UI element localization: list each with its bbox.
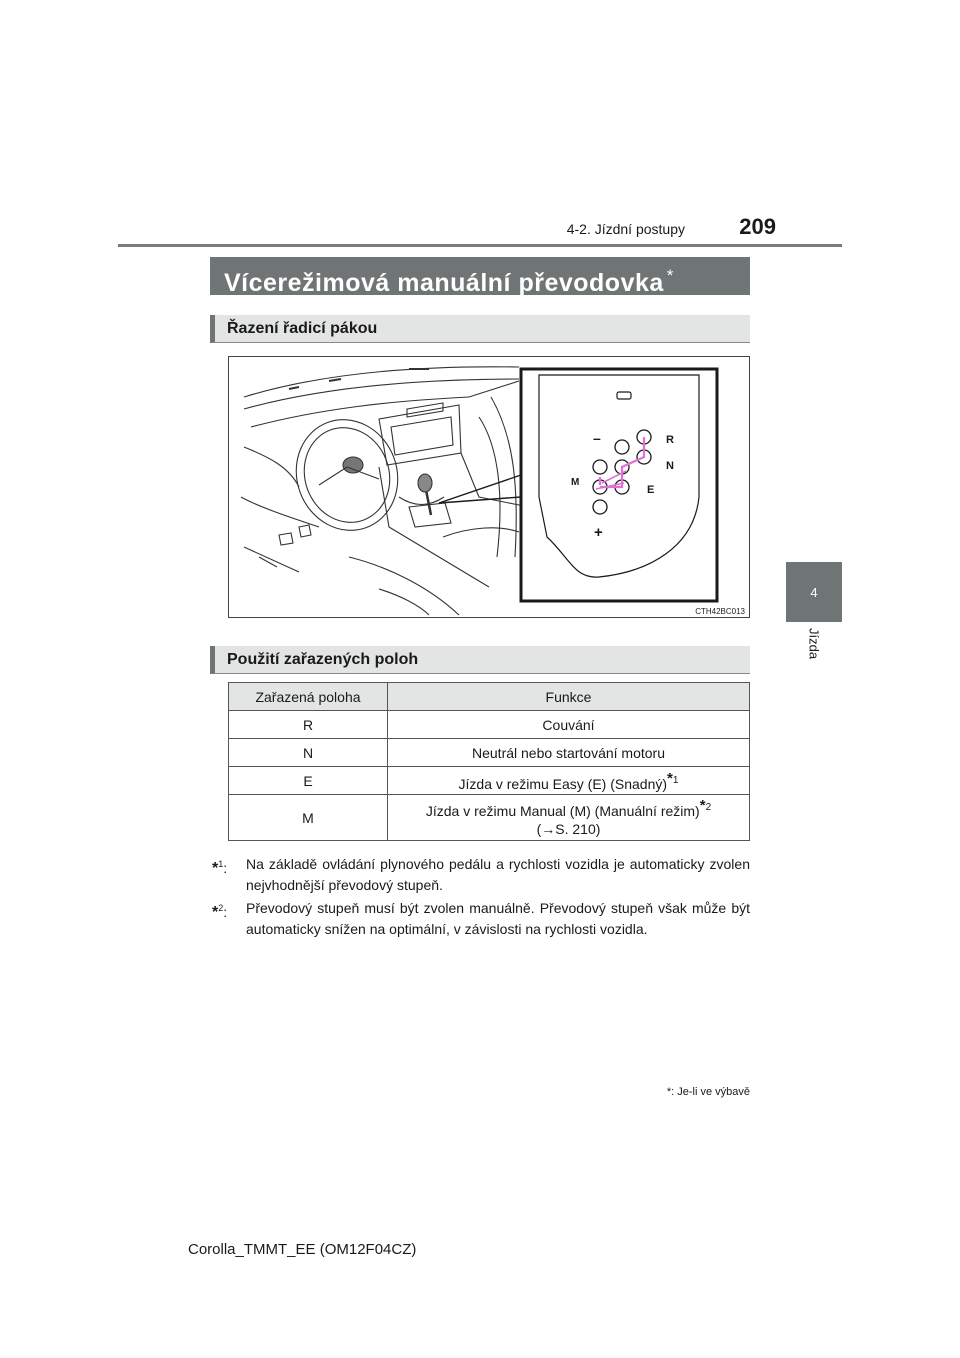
shift-lever-figure: [228, 356, 750, 618]
table-cell-gear: M: [229, 795, 388, 841]
table-cell-gear: N: [229, 739, 388, 767]
callout-lines: [439, 475, 521, 503]
section-heading-positions: Použití zařazených poloh: [210, 646, 750, 674]
chapter-tab[interactable]: [786, 562, 842, 622]
footnote-2: *$^2$: Převodový stupeň musí být zvolen manuálně. Převodový stupeň však může být automaticky snížen na optimální, v závislosti na rychlosti vozidla.: [212, 898, 750, 940]
car-interior-drawing: [241, 367, 529, 615]
equipment-footnote-text: : Je-li ve výbavě: [671, 1086, 750, 1098]
footnote-1-text: Na základě ovládání plynového pedálu a rychlosti vozidla je automaticky zvolen nejvhodnější převodový stupeň.: [246, 856, 750, 893]
table-cell-function: Neutrál nebo startování motoru: [388, 739, 750, 767]
document-footer: Corolla_TMMT_EE (OM12F04CZ): [188, 1241, 417, 1258]
footnote-ref: *2: [699, 797, 712, 814]
header-section: 4-2. Jízdní postupy: [566, 221, 685, 237]
shift-gate-inset: [521, 369, 717, 601]
table-row: [229, 711, 750, 739]
shift-lever-illustration: [229, 357, 749, 617]
footnote-1: *$^1$: Na základě ovládání plynového pedálu a rychlosti vozidla je automaticky zvolen nejvhodnější převodový stupeň.: [212, 854, 750, 896]
gate-label-N: N: [666, 460, 674, 472]
header-rule: [118, 244, 842, 247]
chapter-label: Jízda: [806, 628, 822, 660]
table-header-gear: Zařazená poloha: [229, 683, 388, 711]
table-cell-gear: R: [229, 711, 388, 739]
page-title: [210, 257, 750, 295]
equipment-star: *: [666, 1086, 672, 1098]
footnote-ref: *1: [667, 769, 679, 787]
table-cell-function: Couvání: [388, 711, 750, 739]
gate-label-plus: +: [594, 524, 603, 541]
table-cell-function: [388, 767, 750, 795]
gate-label-minus: –: [593, 430, 601, 446]
table-header-function: Funkce: [388, 683, 750, 711]
section-heading-shifting: Řazení řadicí pákou: [210, 315, 750, 343]
footnote-2-text: Převodový stupeň musí být zvolen manuálně. Převodový stupeň však může být automaticky snížen na optimální, v závislosti na rychlosti vozidla.: [246, 900, 750, 937]
table-cell-function: [388, 795, 750, 841]
table-header-row: [229, 683, 750, 711]
equipment-footnote: [560, 1086, 750, 1098]
table-cell-gear: E: [229, 767, 388, 795]
gate-label-M: M: [571, 477, 580, 488]
gate-label-E: E: [647, 484, 655, 496]
figure-code: CTH42BC013: [695, 607, 745, 616]
table-row: [229, 767, 750, 795]
table-row: [229, 795, 750, 841]
chapter-number: 4: [810, 584, 818, 600]
table-row: [229, 739, 750, 767]
table-cell-function-text: Jízda v režimu Easy (E) (Snadný): [458, 775, 668, 792]
table-cell-function-text: Jízda v režimu Manual (M) (Manuální režim): [425, 803, 700, 819]
gear-positions-table: [228, 682, 750, 841]
title-star: *: [666, 266, 674, 285]
page-reference-link[interactable]: (→S. 210): [536, 821, 601, 837]
gate-label-R: R: [666, 434, 674, 446]
page-title-text: Vícerežimová manuální převodovka: [224, 269, 664, 297]
page-number: 209: [739, 214, 776, 239]
